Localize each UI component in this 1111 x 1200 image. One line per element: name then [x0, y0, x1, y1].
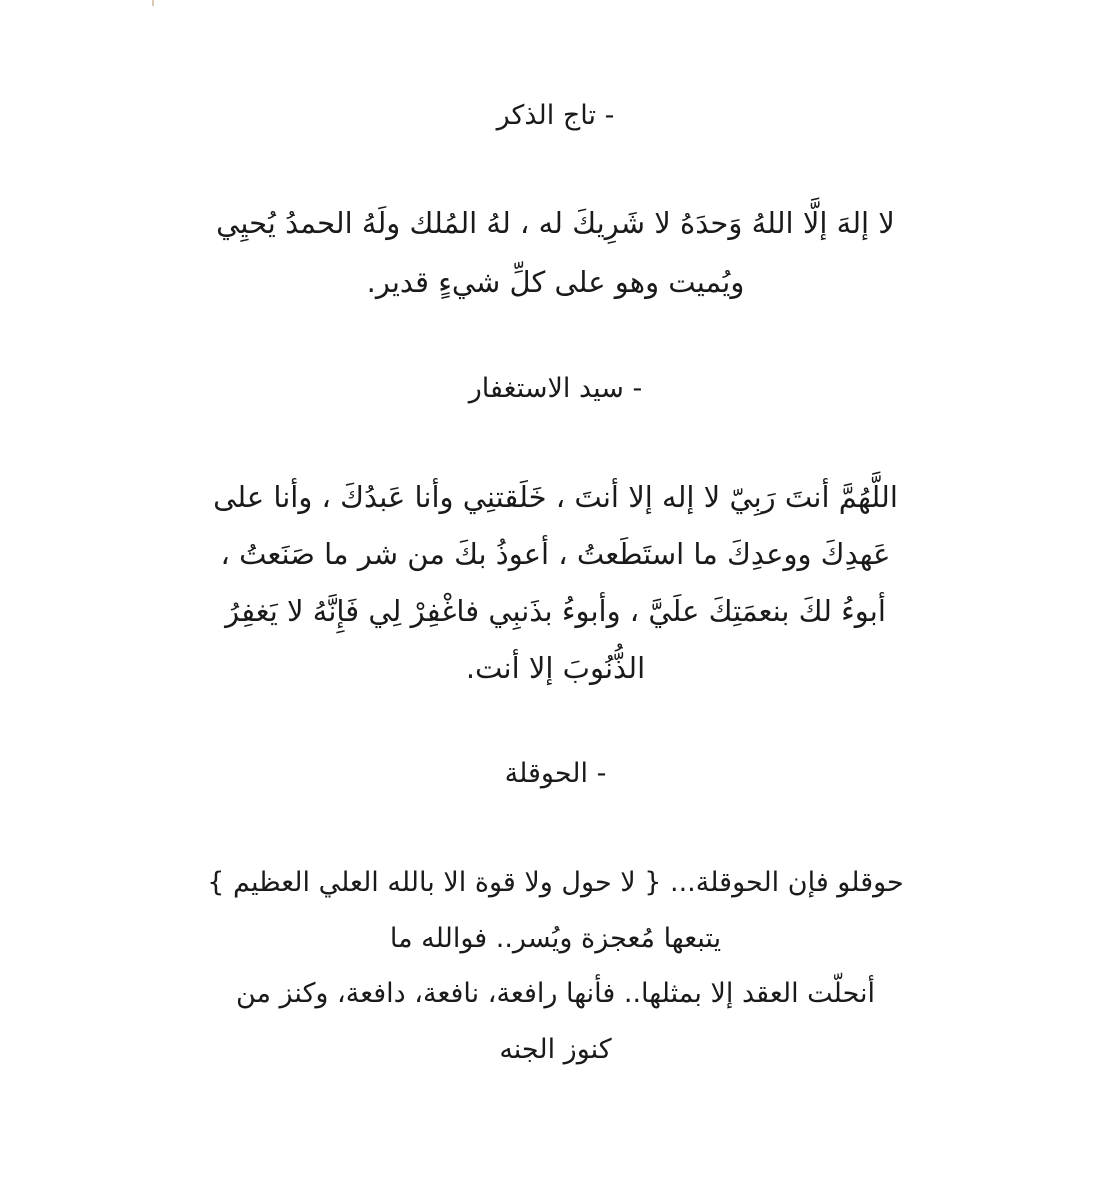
top-edge-mark	[152, 0, 154, 6]
text-line: كنوز الجنه	[499, 1034, 612, 1065]
text-line: اللَّهُمَّ أنتَ رَبِيّ لا إله إلا أنتَ ، خَلَقتنِي وأنا عَبدُكَ ، وأنا على	[213, 480, 898, 514]
text-line: أنحلّت العقد إلا بمثلها.. فأنها رافعة، نافعة، دافعة، وكنز من	[235, 978, 876, 1009]
section-heading: - تاج الذكر	[496, 100, 615, 131]
text-line: لا إلهَ إلَّا اللهُ وَحدَهُ لا شَرِيكَ له ، لهُ المُلك ولَهُ الحمدُ يُحيِي	[216, 206, 895, 240]
text-line: حوقلو فإن الحوقلة... { لا حول ولا قوة الا بالله العلي العظيم }	[207, 867, 904, 898]
text-line: يتبعها مُعجزة ويُسر.. فوالله ما	[389, 923, 722, 954]
section-heading: - الحوقلة	[504, 758, 607, 789]
text-line: أبوءُ لكَ بنعمَتِكَ علَيَّ ، وأبوءُ بذَنبِي فاغْفِرْ لِي فَإِنَّهُ لا يَغفِرُ	[225, 594, 886, 628]
section-heading: - سيد الاستغفار	[468, 373, 643, 404]
text-line: الذُّنُوبَ إلا أنت.	[465, 651, 646, 685]
text-line: ويُميت وهو على كلِّ شيءٍ قدير.	[366, 265, 745, 299]
text-line: عَهدِكَ ووعدِكَ ما استَطَعتُ ، أعوذُ بكَ من شر ما صَنَعتُ ،	[220, 537, 891, 571]
